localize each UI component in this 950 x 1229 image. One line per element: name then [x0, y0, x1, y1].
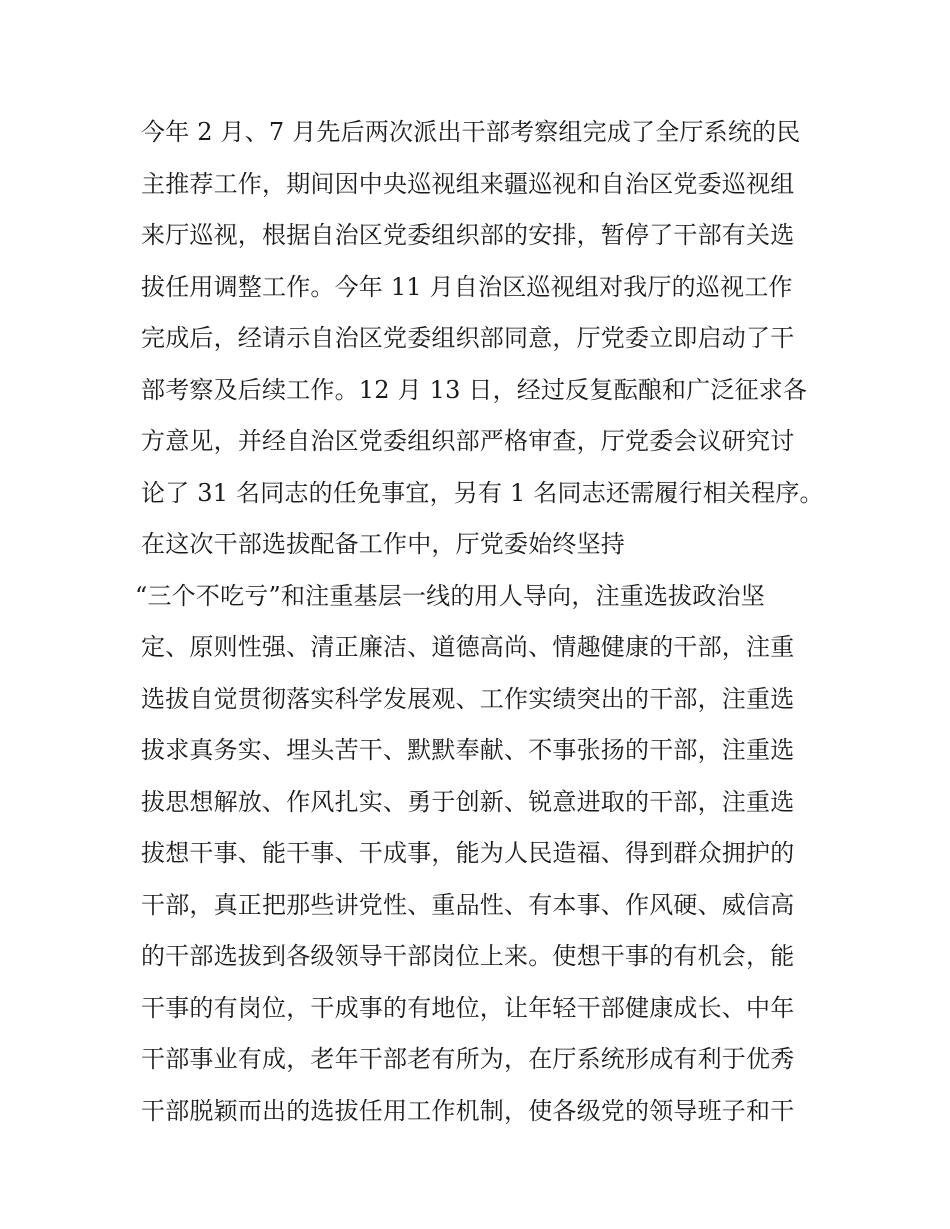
text-line: 完成后，经请示自治区党委组织部同意，厅党委立即启动了干: [141, 324, 795, 352]
text-line: 选拔自觉贯彻落实科学发展观、工作实绩突出的干部，注重选: [141, 684, 795, 713]
text-line: 在这次干部选拔配备工作中，厅党委始终坚持: [141, 530, 625, 558]
text-line: 部考察及后续工作。12 月 13 日，经过反复酝酿和广泛征求各: [141, 375, 808, 404]
text-line: 干部事业有成，老年干部老有所为，在厅系统形成有利于优秀: [141, 1045, 795, 1073]
body-text: [135, 107, 841, 1137]
text-line: 方意见，并经自治区党委组织部严格审查，厅党委会议研究讨: [141, 427, 795, 455]
text-line: 干事的有岗位，干成事的有地位，让年轻干部健康成长、中年: [141, 993, 795, 1022]
text-line: 论了 31 名同志的任免事宜，另有 1 名同志还需履行相关程序。: [141, 478, 824, 507]
text-line: 拔想干事、能干事、干成事，能为人民造福、得到群众拥护的: [141, 839, 795, 867]
text-line: 今年 2 月、7 月先后两次派出干部考察组完成了全厅系统的民: [141, 118, 801, 146]
text-line: 来厅巡视，根据自治区党委组织部的安排，暂停了干部有关选: [141, 221, 795, 249]
text-line: 定、原则性强、清正廉洁、道德高尚、情趣健康的干部，注重: [141, 633, 795, 661]
text-line: 拔求真务实、埋头苦干、默默奉献、不事张扬的干部，注重选: [141, 736, 795, 764]
text-line: 拔任用调整工作。今年 11 月自治区巡视组对我厅的巡视工作: [141, 272, 793, 301]
text-line: “三个不吃亏”和注重基层一线的用人导向，注重选拔政治坚: [135, 581, 765, 610]
text-line: 拔思想解放、作风扎实、勇于创新、锐意进取的干部，注重选: [141, 787, 795, 816]
text-line: 主推荐工作，期间因中央巡视组来疆巡视和自治区党委巡视组: [141, 169, 795, 198]
text-line: 干部，真正把那些讲党性、重品性、有本事、作风硬、威信高: [141, 890, 795, 919]
text-line: 干部脱颖而出的选拔任用工作机制，使各级党的领导班子和干: [141, 1096, 795, 1125]
text-line: 的干部选拔到各级领导干部岗位上来。使想干事的有机会，能: [141, 942, 795, 970]
